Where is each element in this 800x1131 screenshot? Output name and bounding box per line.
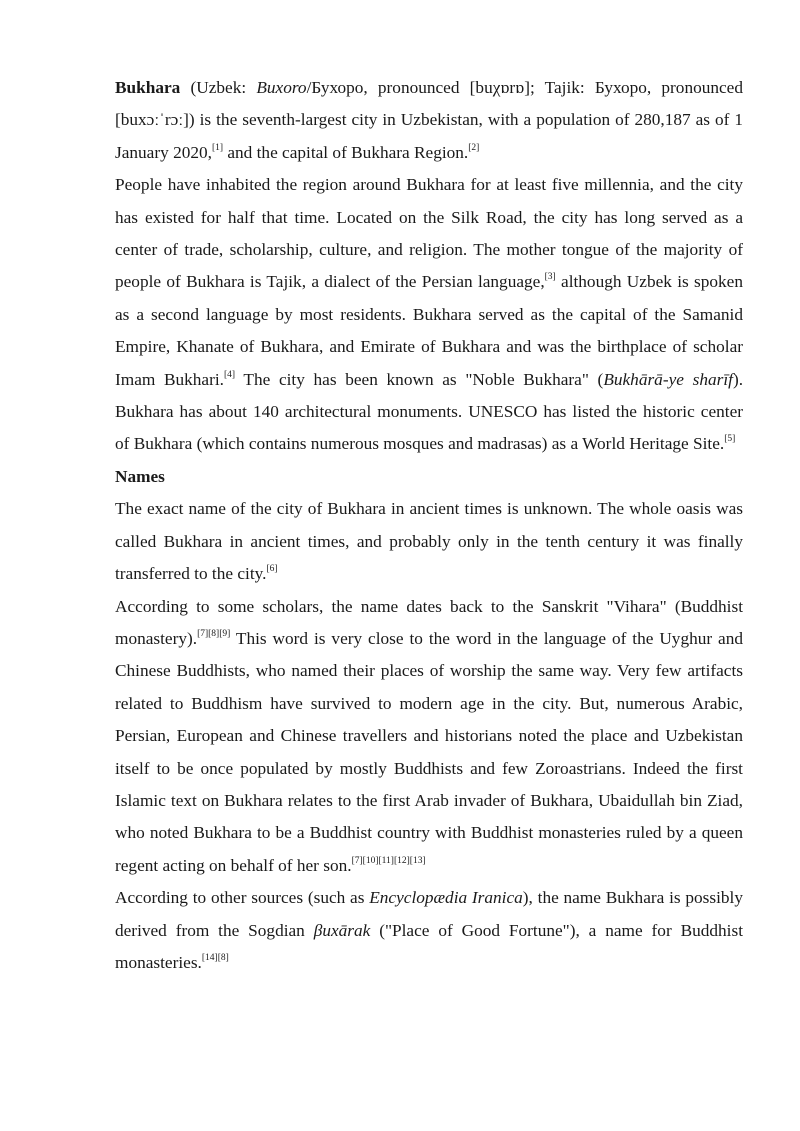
names-paragraph-2 <box>115 591 743 883</box>
text-span: The city has been known as "Noble Bukhara" ( <box>235 369 604 389</box>
citation-link[interactable]: [14][8] <box>201 952 229 963</box>
section-heading-names: Names <box>115 466 165 486</box>
text-span: although Uzbek is spoken as a second language by most residents. Bukhara served as the capital of the Samanid Empire, Khanate of Bukhara, and Emirate of Bukhara and was the birthplace of scholar Imam Bukhari. <box>115 272 743 389</box>
text-span: According to other sources (such as <box>115 888 370 908</box>
document-page <box>115 72 743 979</box>
italic-term: Bukhārā-ye sharīf <box>603 369 733 389</box>
citation-link[interactable]: [3] <box>544 272 556 283</box>
intro-paragraph <box>115 72 743 169</box>
italic-term: Buxoro <box>256 78 307 97</box>
text-span: and the capital of Bukhara Region. <box>223 142 469 162</box>
citation-link[interactable]: [1] <box>211 142 224 153</box>
citation-link[interactable]: [5] <box>724 434 736 445</box>
article-title: Bukhara <box>115 78 181 97</box>
text-span: ("Place of Good Fortune"), a name for Buddhist monasteries. <box>115 920 743 972</box>
text-span: /Бухоро, pronounced [buχɒrɒ]; Tajik: Бухоро, pronounced [buxɔːˈrɔː]) is the seventh-largest city in Uzbekistan, with a population of 280,187 as of 1 January 2020, <box>115 78 743 162</box>
text-span: ). Bukhara has about 140 architectural monuments. UNESCO has listed the historic center of Bukhara (which contains numerous mosques and madrasas) as a World Heritage Site. <box>115 369 744 454</box>
text-span: According to some scholars, the name dates back to the Sanskrit "Vihara" (Buddhist monastery). <box>115 596 743 648</box>
text-span: The exact name of the city of Bukhara in ancient times is unknown. The whole oasis was called Bukhara in ancient times, and probably only in the tenth century it was finally transferred to the city. <box>115 499 743 584</box>
citation-link[interactable]: [4] <box>223 369 236 380</box>
text-span: (Uzbek: <box>180 78 257 97</box>
names-paragraph-3 <box>115 882 743 979</box>
italic-term: Encyclopædia Iranica <box>369 888 523 908</box>
citation-link[interactable]: [2] <box>468 142 480 153</box>
italic-term: βuxārak <box>313 920 371 940</box>
text-span: This word is very close to the word in the language of the Uyghur and Chinese Buddhists, who named their places of worship the same way. Very few artifacts related to Buddhism have survived to modern age in the city. But, numerous Arabic, Persian, European and Chinese travellers and historians noted the place and Uzbekistan itself to be once populated by mostly Buddhists and few Zoroastrians. Indeed the first Islamic text on Bukhara relates to the first Arab invader of Bukhara, Ubaidullah bin Ziad, who noted Bukhara to be a Buddhist country with Buddhist monasteries ruled by a queen regent acting on behalf of her son. <box>115 628 743 875</box>
citation-link[interactable]: [7][10][11][12][13] <box>351 855 426 866</box>
text-span: People have inhabited the region around Bukhara for at least five millennia, and the city has existed for half that time. Located on the Silk Road, the city has long served as a center of trade, scholarship, culture, and religion. The mother tongue of the majority of people of Bukhara is Tajik, a dialect of the Persian language, <box>115 175 743 292</box>
citation-link[interactable]: [7][8][9] <box>197 628 231 639</box>
names-paragraph-1 <box>115 493 743 590</box>
history-paragraph <box>115 169 743 461</box>
citation-link[interactable]: [6] <box>266 564 278 575</box>
text-span: ), the name Bukhara is possibly derived from the Sogdian <box>115 888 743 940</box>
